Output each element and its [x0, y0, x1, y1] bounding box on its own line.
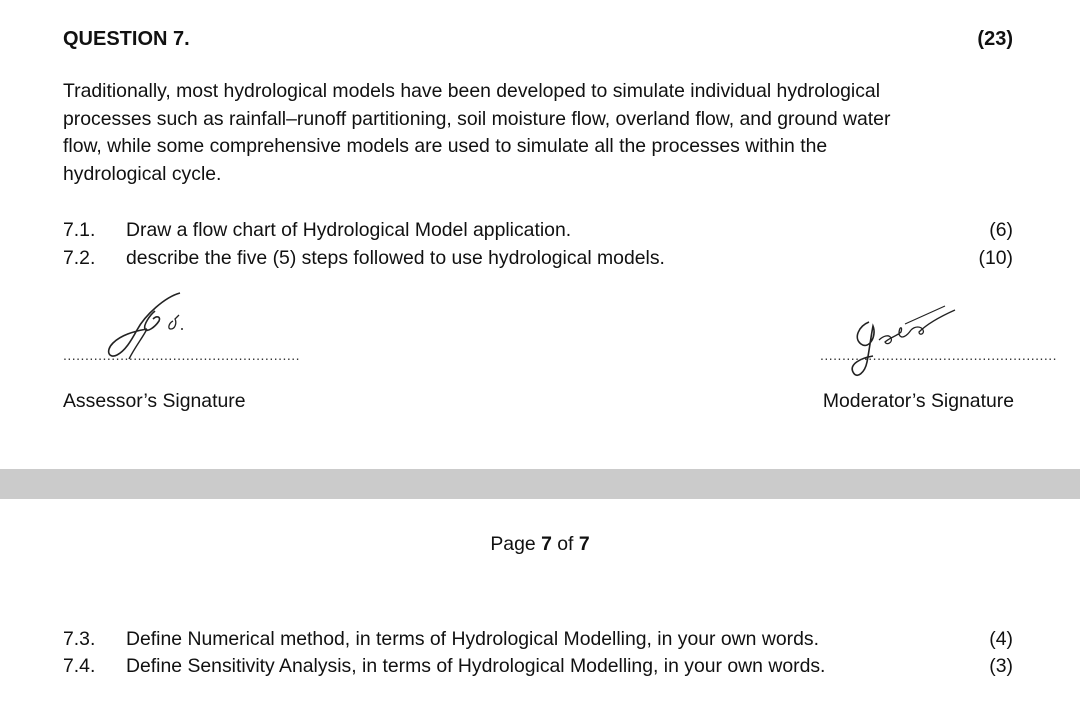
subquestion-marks: (6)	[989, 219, 1013, 241]
moderator-signature-image	[845, 296, 965, 386]
subquestion-marks: (3)	[989, 655, 1013, 677]
page-of: of	[557, 533, 574, 555]
intro-line: flow, while some comprehensive models are used to simulate all the processes within the	[63, 135, 828, 158]
intro-line: Traditionally, most hydrological models have been developed to simulate individual hydrological	[63, 80, 881, 102]
subquestion-text: describe the five (5) steps followed to use hydrological models.	[126, 247, 665, 269]
assessor-signature-line: ......................................................	[63, 347, 301, 363]
subquestion-number: 7.2.	[63, 247, 96, 269]
page-total: 7	[578, 533, 590, 555]
question-title: QUESTION 7.	[63, 28, 190, 50]
intro-line: hydrological cycle.	[63, 162, 222, 185]
moderator-signature-line: ......................................................	[820, 347, 1058, 363]
subquestion-text: Define Sensitivity Analysis, in terms of Hydrological Modelling, in your own words.	[126, 655, 826, 677]
intro-line: processes such as rainfall–runoff partitioning, soil moisture flow, overland flow, and ground water	[63, 107, 891, 130]
moderator-signature-label: Moderator’s Signature	[822, 390, 1014, 412]
subquestion-number: 7.3.	[63, 628, 96, 650]
assessor-signature-label: Assessor’s Signature	[63, 390, 246, 412]
question-total-marks: (23)	[977, 28, 1013, 50]
subquestion-7-4	[63, 652, 1013, 680]
subquestion-7-3	[63, 625, 1013, 653]
subquestion-7-2	[63, 244, 1013, 272]
subquestion-7-1	[63, 216, 1013, 244]
page-current: 7	[541, 533, 552, 555]
subquestion-text: Define Numerical method, in terms of Hydrological Modelling, in your own words.	[126, 628, 819, 650]
subquestion-marks: (10)	[978, 247, 1013, 269]
subquestion-number: 7.4.	[63, 655, 96, 677]
page-break-band	[0, 469, 1080, 499]
subquestion-number: 7.1.	[63, 219, 96, 241]
question-intro	[63, 78, 993, 188]
subquestion-text: Draw a flow chart of Hydrological Model application.	[126, 219, 572, 241]
page-prefix: Page	[490, 533, 536, 555]
subquestion-marks: (4)	[989, 628, 1013, 650]
page-number	[0, 532, 1080, 556]
